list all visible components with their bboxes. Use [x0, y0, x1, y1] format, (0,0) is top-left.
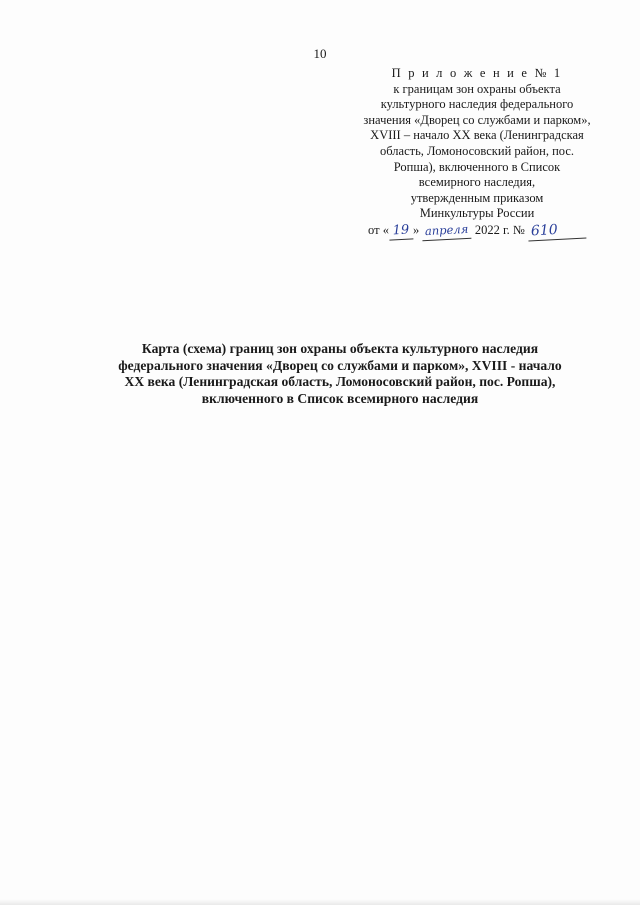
- appendix-line: утвержденным приказом: [410, 190, 544, 205]
- title-line: включенного в Список всемирного наследия: [201, 390, 479, 406]
- scan-edge-shadow: [0, 899, 640, 905]
- approval-suffix: 2022 г. №: [474, 222, 525, 237]
- appendix-line: значения «Дворец со службами и парком»,: [363, 112, 591, 127]
- approval-quote-close: »: [412, 222, 420, 237]
- handwritten-day: 19: [389, 222, 414, 240]
- title-line: XX века (Ленинградская область, Ломоносовский район, пос. Ропша),: [124, 374, 556, 389]
- appendix-line: всемирного наследия,: [418, 175, 536, 190]
- appendix-heading: П р и л о ж е н и е № 1: [391, 66, 563, 80]
- appendix-line: область, Ломоносовский район, пос.: [380, 143, 574, 158]
- appendix-line: XVIII – начало XX века (Ленинградская: [370, 128, 584, 143]
- appendix-line: Минкультуры России: [419, 206, 535, 221]
- page-number: 10: [313, 46, 327, 61]
- appendix-line: Ропша), включенного в Список: [393, 159, 561, 174]
- handwritten-order-number: 610: [528, 221, 587, 241]
- appendix-line: к границам зон охраны объекта: [393, 81, 561, 96]
- appendix-line: культурного наследия федерального: [380, 97, 574, 112]
- document-title: [80, 341, 600, 407]
- title-line: федерального значения «Дворец со службами и парком», XVIII - начало: [118, 357, 562, 373]
- appendix-header: [352, 66, 602, 240]
- approval-date-line: [352, 223, 602, 240]
- title-line: Карта (схема) границ зон охраны объекта культурного наследия: [141, 341, 539, 356]
- handwritten-month: апреля: [422, 222, 472, 241]
- approval-prefix: от «: [368, 222, 389, 237]
